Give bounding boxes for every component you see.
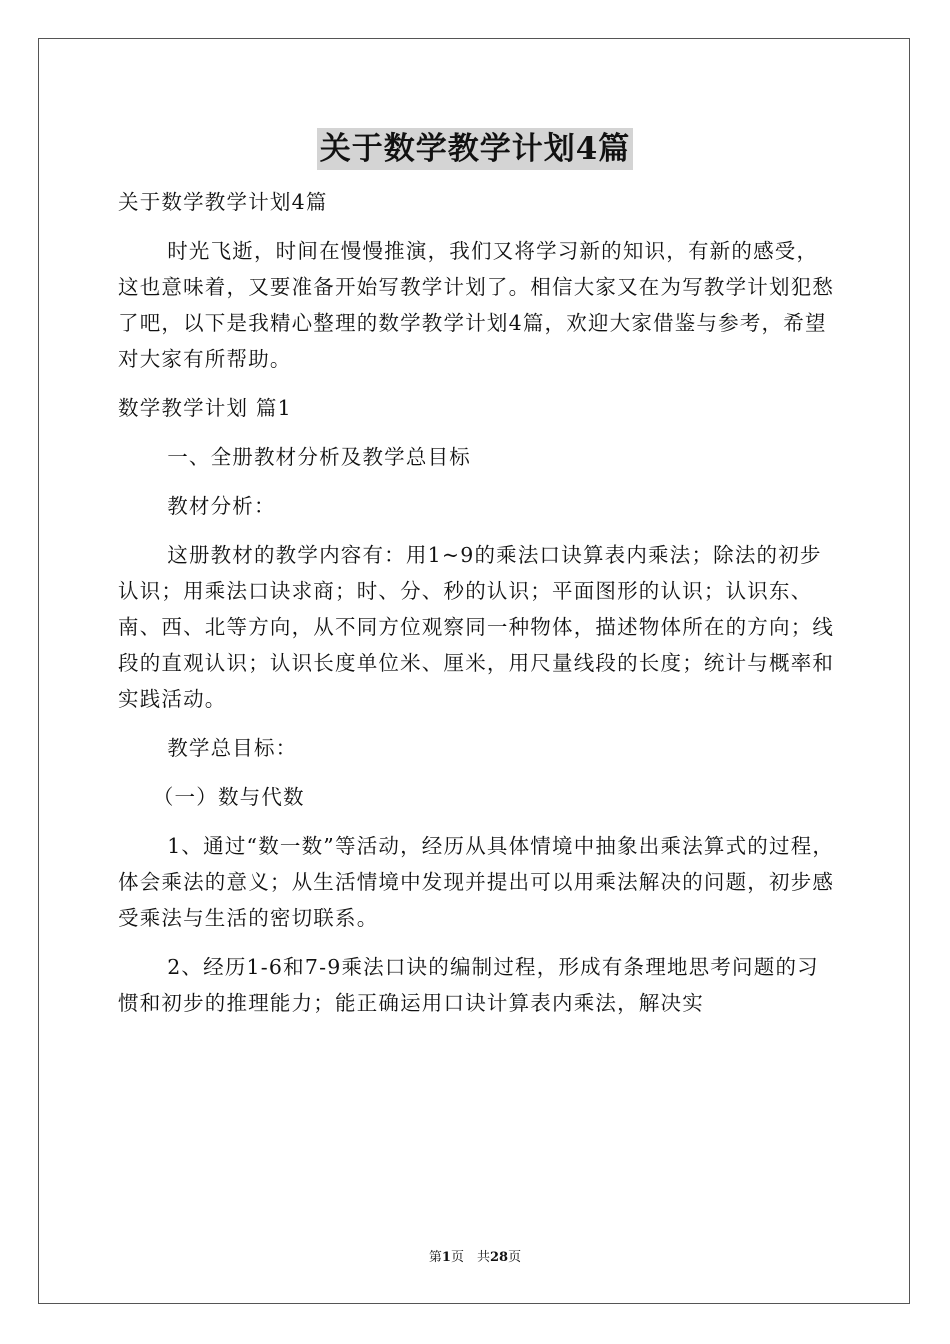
footer-current-page: 1	[441, 1250, 451, 1265]
textbook-content-paragraph: 这册教材的教学内容有：用1~9的乘法口诀算表内乘法；除法的初步认识；用乘法口诀求商；时、分、秒的认识；平面图形的认识；认识东、南、西、北等方向，从不同方位观察同一种物体，描述物体所在的方向；线段的直观认识；认识长度单位米、厘米，用尺量线段的长度；统计与概率和实践活动。	[118, 543, 835, 711]
section-heading-analysis-goals: 一、全册教材分析及教学总目标	[167, 445, 471, 469]
footer-suffix: 页	[508, 1250, 522, 1265]
document-title	[0, 128, 950, 170]
footer-middle: 页 共	[450, 1250, 490, 1265]
goal-item-2: 2、经历1-6和7-9乘法口诀的编制过程，形成有条理地思考问题的习惯和初步的推理能力；能正确运用口诀计算表内乘法，解决实	[118, 955, 819, 1015]
subheading-teaching-goals: 教学总目标：	[167, 736, 298, 760]
section-heading-part1: 数学教学计划 篇1	[118, 396, 292, 420]
document-body	[118, 184, 838, 1021]
goal-item-1: 1、通过“数一数”等活动，经历从具体情境中抽象出乘法算式的过程，体会乘法的意义；从生活情境中发现并提出可以用乘法解决的问题，初步感受乘法与生活的密切联系。	[118, 834, 835, 930]
document-subtitle: 关于数学教学计划4篇	[118, 190, 328, 214]
footer-prefix: 第	[428, 1250, 442, 1265]
subheading-number-algebra: （一）数与代数	[152, 785, 305, 809]
intro-paragraph: 时光飞逝，时间在慢慢推演，我们又将学习新的知识，有新的感受，这也意味着，又要准备开始写教学计划了。相信大家又在为写教学计划犯愁了吧，以下是我精心整理的数学教学计划4篇，欢迎大家借鉴与参考，希望对大家有所帮助。	[118, 239, 835, 371]
page-footer	[0, 1246, 950, 1265]
document-title-text: 关于数学教学计划4篇	[317, 128, 634, 170]
footer-total-pages: 28	[489, 1250, 509, 1265]
subheading-textbook-analysis: 教材分析：	[167, 494, 276, 518]
